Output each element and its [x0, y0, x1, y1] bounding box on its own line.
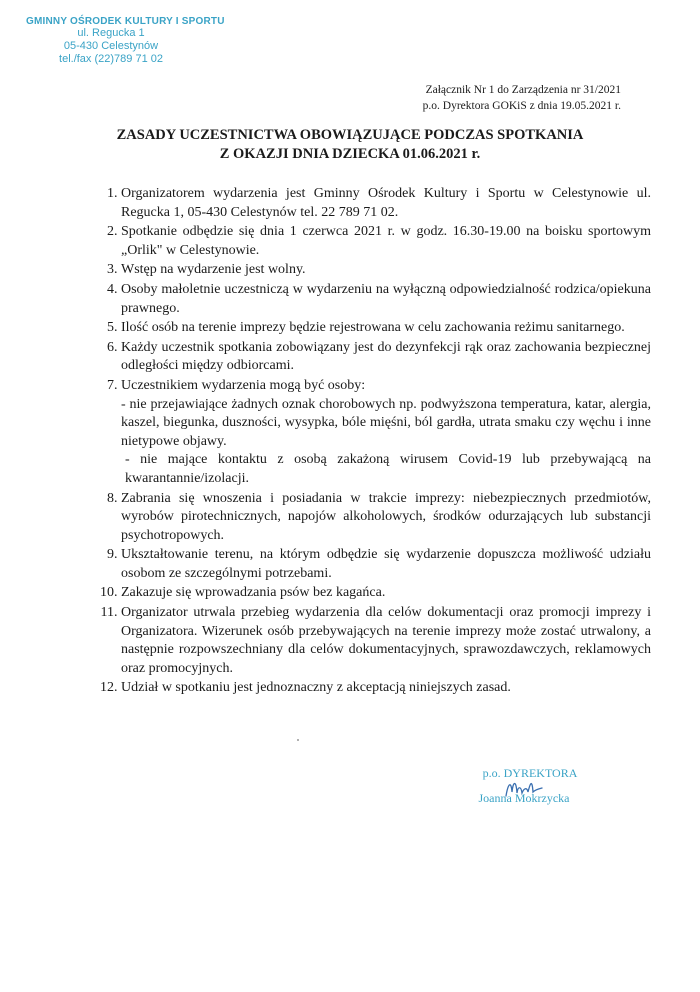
- annex-line-2: p.o. Dyrektora GOKiS z dnia 19.05.2021 r.: [422, 100, 621, 112]
- rule-text: Spotkanie odbędzie się dnia 1 czerwca 2021 r. w godz. 16.30-19.00 na boisku sportowym „Orlik" w Celestynowie.: [121, 224, 651, 258]
- rule-item: [121, 490, 651, 546]
- rule-text: Zabrania się wnoszenia i posiadania w trakcie imprezy: niebezpiecznych przedmiotów, wyrobów pirotechnicznych, napojów alkoholowych, środków odurzających lub substancji psychotropowych.: [121, 490, 651, 543]
- rule-text: Osoby małoletnie uczestniczą w wydarzeniu na wyłączną odpowiedzialność rodzica/opiekuna prawnego.: [121, 281, 651, 316]
- annex-note: [423, 82, 621, 114]
- stamp-org-name: GMINNY OŚRODEK KULTURY I SPORTU: [26, 16, 225, 27]
- rules-list: [96, 185, 651, 699]
- title-line-1: ZASADY UCZESTNICTWA OBOWIĄZUJĄCE PODCZAS SPOTKANIA: [116, 127, 584, 143]
- rule-text: Zakazuje się wprowadzania psów bez kagańca.: [121, 585, 386, 601]
- rule-text: Organizatorem wydarzenia jest Gminny Ośrodek Kultury i Sportu w Celestynowie ul. Regucka 1, 05-430 Celestynów tel. 22 789 71 02.: [121, 186, 651, 220]
- rule-item: [121, 185, 651, 222]
- rule-text: Każdy uczestnik spotkania zobowiązany jest do dezynfekcji rąk oraz zachowania bezpiecznej odległości między odbiorcami.: [121, 339, 651, 374]
- rule-item: [121, 319, 651, 338]
- rule-item: [121, 261, 651, 280]
- rule-text: Udział w spotkaniu jest jednoznaczny z akceptacją niniejszych zasad.: [121, 680, 511, 696]
- annex-line-1: Załącznik Nr 1 do Zarządzenia nr 31/2021: [425, 84, 621, 96]
- rule-item: [121, 604, 651, 678]
- rule-item: [121, 281, 651, 318]
- rule-text: 7. Uczestnikiem wydarzenia mogą być osoby:: [121, 377, 366, 393]
- handwritten-signature: [502, 774, 546, 804]
- rule-item: [121, 584, 651, 603]
- stamp-phone: tel./fax (22)789 71 02: [59, 53, 163, 65]
- signature-block: [440, 766, 590, 805]
- rule-subpoint: - nie przejawiające żadnych oznak chorobowych np. podwyższona temperatura, katar, alergia, kaszel, biegunka, duszności, wysypka, bóle mięśni, ból gardła, utrata smaku czy węchu i inne nietypowe objawy.: [121, 396, 651, 449]
- scan-speck: [297, 739, 299, 741]
- rule-item: [121, 546, 651, 583]
- title-line-2: Z OKAZJI DNIA DZIECKA 01.06.2021 r.: [219, 146, 481, 162]
- rule-item: [121, 679, 651, 698]
- organization-stamp: [26, 16, 225, 66]
- rule-subpoint: - nie mające kontaktu z osobą zakażoną wirusem Covid-19 lub przebywającą na kwarantannie/izolacji.: [125, 452, 651, 486]
- rule-text: Organizator utrwala przebieg wydarzenia dla celów dokumentacji oraz promocji imprezy i Organizatora. Wizerunek osób przebywających na terenie imprezy może zostać utrwalony, a następnie rozpowszechniany dla celów dokumentacyjnych, sprawozdawczych, reklamowych oraz promocyjnych.: [121, 605, 651, 676]
- rule-item: [121, 339, 651, 376]
- document-title: [0, 126, 700, 164]
- signature-name: Joanna Mokrzycka: [478, 791, 570, 805]
- rule-item: [121, 377, 651, 489]
- signature-role: p.o. DYREKTORA: [482, 766, 578, 780]
- stamp-street: ul. Regucka 1: [77, 27, 145, 39]
- rule-item: [121, 223, 651, 260]
- rule-text: Ukształtowanie terenu, na którym odbędzie się wydarzenie dopuszcza możliwość udziału osobom ze szczególnymi potrzebami.: [121, 547, 651, 581]
- rule-text: Ilość osób na terenie imprezy będzie rejestrowana w celu zachowania reżimu sanitarnego.: [121, 320, 625, 336]
- stamp-city: 05-430 Celestynów: [63, 40, 159, 52]
- rule-text: Wstęp na wydarzenie jest wolny.: [121, 262, 306, 278]
